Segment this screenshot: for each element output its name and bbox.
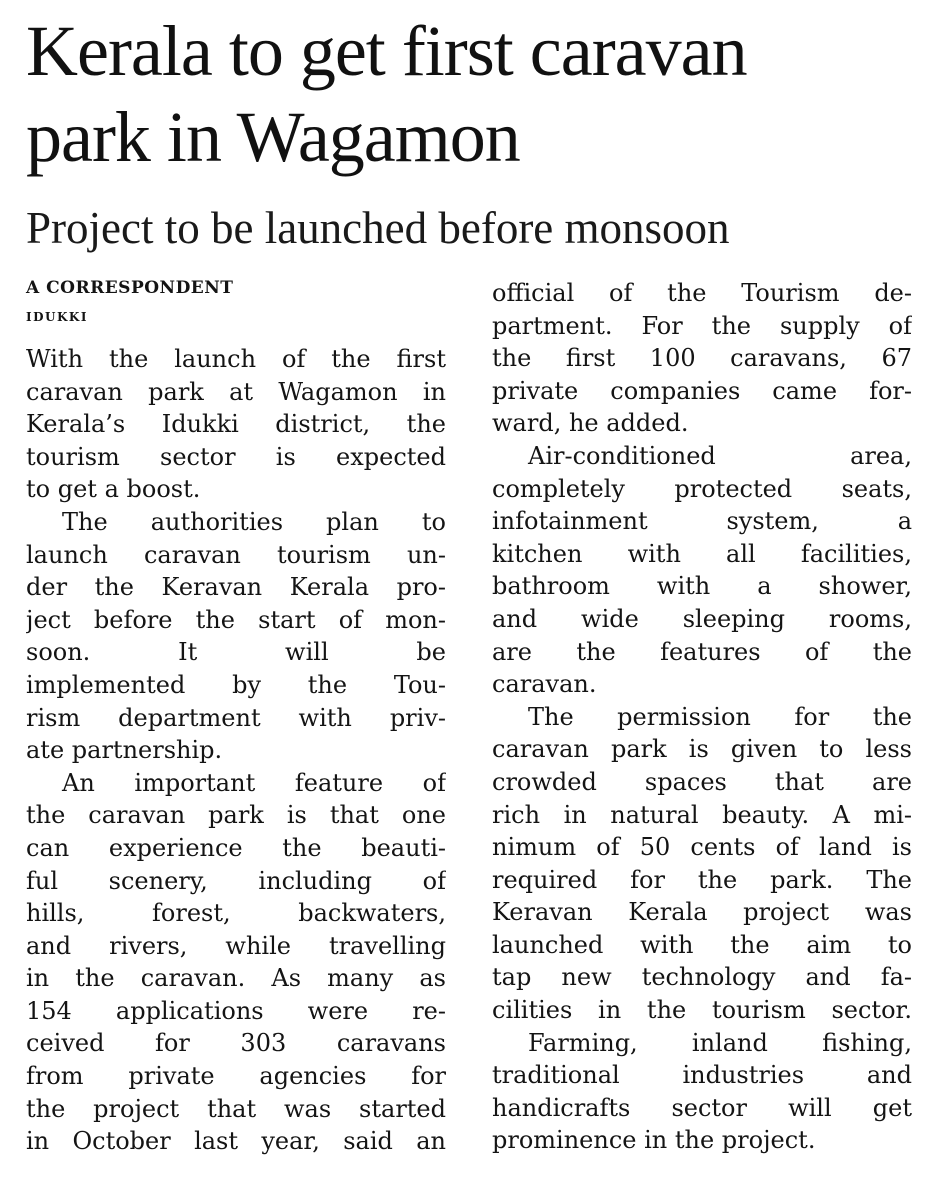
subheadline: Project to be launched before monsoon [26,203,730,253]
text-line: ful scenery, including of [26,866,446,895]
headline-line: Kerala to get first caravan [26,11,747,91]
text-line: tap new technology and fa- [492,963,912,992]
text-line: caravan park at Wagamon in [26,377,446,406]
text-line: private companies came for- [492,376,912,405]
text-line: ate partnership. [26,736,223,765]
text-line: rism department with priv- [26,703,446,732]
text-line: An important feature of [62,768,446,797]
text-line: prominence in the project. [492,1126,816,1155]
text-line: from private agencies for [26,1062,446,1091]
text-line: infotainment system, a [492,507,912,536]
text-line: caravan park is given to less [492,735,912,764]
text-line: launch caravan tourism un- [26,540,446,569]
article-column-right [492,277,912,1157]
byline: A CORRESPONDENT [26,278,234,298]
text-line: partment. For the supply of [492,311,912,340]
text-line: can experience the beauti- [26,833,446,862]
text-line: rich in natural beauty. A mi- [492,800,912,829]
text-line: caravan. [492,670,597,699]
text-line: the first 100 caravans, 67 [492,344,912,373]
text-line: cilities in the tourism sector. [492,996,912,1025]
text-line: implemented by the Tou- [26,670,446,699]
text-line: handicrafts sector will get [492,1093,912,1122]
article-column-left [26,343,446,1158]
text-line: Air-conditioned area, [528,441,912,470]
text-line: in October last year, said an [26,1127,446,1156]
headline-line: park in Wagamon [26,97,520,177]
text-line: and rivers, while travelling [26,931,446,960]
text-line: 154 applications were re- [26,996,446,1025]
text-line: der the Keravan Kerala pro- [26,573,446,602]
text-line: in the caravan. As many as [26,964,446,993]
text-line: soon. It will be [26,638,446,667]
text-line: nimum of 50 cents of land is [492,833,912,862]
text-line: official of the Tourism de- [492,279,912,307]
text-line: The permission for the [528,702,912,731]
text-line: Keravan Kerala project was [492,898,912,927]
dateline: IDUKKI [26,310,88,324]
text-line: hills, forest, backwaters, [26,899,446,928]
text-line: are the features of the [492,637,912,666]
text-line: traditional industries and [492,1061,912,1090]
text-line: launched with the aim to [492,930,912,959]
text-line: Kerala’s Idukki district, the [26,410,446,439]
text-line: The authorities plan to [62,507,446,536]
text-line: crowded spaces that are [492,767,912,796]
text-line: Farming, inland fishing, [528,1028,912,1057]
text-line: kitchen with all facilities, [492,539,912,568]
text-line: the project that was started [26,1094,446,1123]
text-line: to get a boost. [26,475,201,504]
text-line: required for the park. The [492,865,912,894]
headline [26,8,926,180]
text-line: and wide sleeping rooms, [492,604,912,633]
text-line: ject before the start of mon- [26,605,446,634]
text-line: tourism sector is expected [26,442,446,471]
text-line: ward, he added. [492,409,689,438]
text-line: ceived for 303 caravans [26,1029,446,1058]
text-line: completely protected seats, [492,474,912,503]
text-line: the caravan park is that one [26,801,446,830]
text-line: bathroom with a shower, [492,572,912,601]
text-line: With the launch of the first [26,345,446,373]
